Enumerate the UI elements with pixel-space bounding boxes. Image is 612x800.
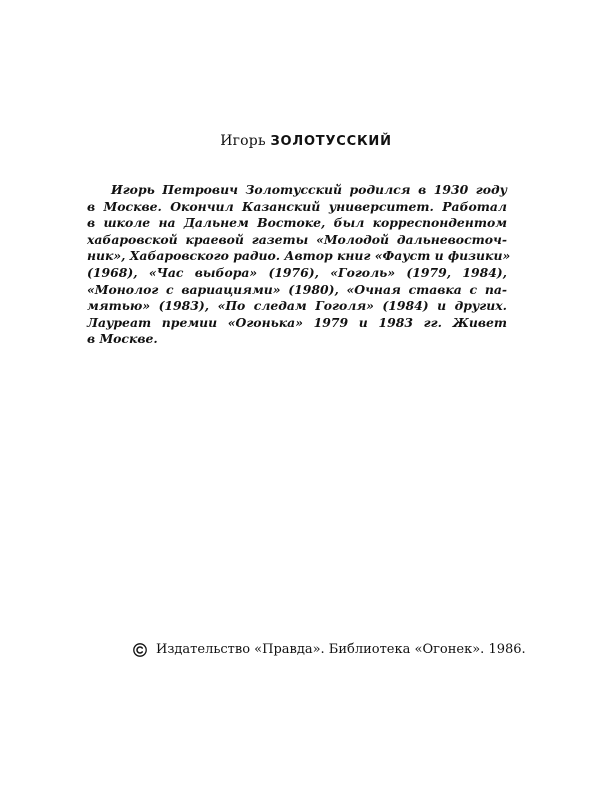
bio-line: ник», Хабаровского радио. Автор книг «Фауст и физики» [87, 248, 511, 264]
author-surname: ЗОЛОТУССКИЙ [270, 134, 392, 149]
bio-line: в Москве. Окончил Казанский университет. Работал [87, 198, 507, 214]
author-heading [0, 133, 612, 149]
bio-line: (1968), «Час выбора» (1976), «Гоголь» (1979, 1984), [87, 264, 507, 280]
copyright-notice [133, 642, 526, 657]
bio-line: хабаровской краевой газеты «Молодой дальневосточ- [87, 231, 507, 247]
bio-line: Лауреат премии «Огонька» 1979 и 1983 гг. Живет [87, 314, 507, 330]
bio-line: Игорь Петрович Золотусский родился в 1930 году [111, 182, 507, 197]
bio-line: «Монолог с вариациями» (1980), «Очная ставка с па- [87, 281, 507, 297]
copyright-text: Издательство «Правда». Библиотека «Огонек». 1986. [156, 642, 526, 657]
author-bio [87, 182, 511, 348]
author-first-name: Игорь [220, 133, 266, 149]
bio-line: в школе на Дальнем Востоке, был корреспондентом [87, 215, 507, 231]
bio-line: мятью» (1983), «По следам Гоголя» (1984) и других. [87, 298, 507, 314]
copyright-icon [133, 643, 147, 657]
bio-line: в Москве. [87, 331, 158, 347]
